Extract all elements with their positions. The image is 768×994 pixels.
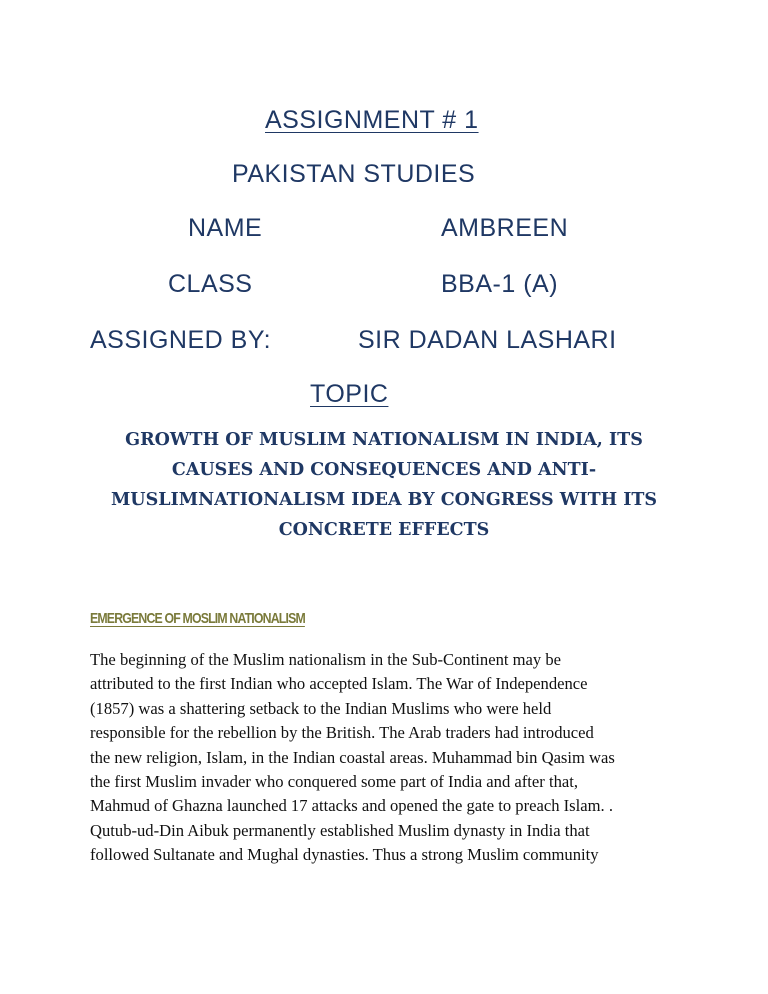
assigned-by-value: SIR DADAN LASHARI — [358, 326, 617, 354]
class-value: BBA-1 (A) — [441, 270, 559, 298]
subject-title: PAKISTAN STUDIES — [232, 160, 476, 188]
assignment-title: ASSIGNMENT # 1 — [265, 106, 479, 134]
name-value: AMBREEN — [441, 214, 569, 242]
paragraph-line: The beginning of the Muslim nationalism in the Sub-Continent may be — [90, 650, 562, 669]
topic-line: CONCRETE EFFECTS — [278, 520, 490, 540]
paragraph-line: responsible for the rebellion by the British. The Arab traders had introduced — [90, 723, 594, 743]
paragraph-line: attributed to the first Indian who accepted Islam. The War of Independence — [90, 674, 588, 694]
name-label: NAME — [188, 214, 263, 242]
paragraph-line: Mahmud of Ghazna launched 17 attacks and opened the gate to preach Islam. . — [90, 796, 613, 816]
paragraph-line: (1857) was a shattering setback to the Indian Muslims who were held — [90, 698, 552, 718]
paragraph-line: the first Muslim invader who conquered some part of India and after that, — [90, 772, 578, 792]
section-heading: EMERGENCE OF MOSLIM NATIONALISM — [90, 610, 305, 627]
paragraph-line: the new religion, Islam, in the Indian coastal areas. Muhammad bin Qasim was — [90, 747, 615, 767]
paragraph-line: Qutub-ud-Din Aibuk permanently established Muslim dynasty in India that — [90, 820, 590, 840]
assigned-by-label: ASSIGNED BY: — [90, 326, 272, 354]
class-label: CLASS — [168, 270, 253, 298]
topic-title — [90, 425, 678, 545]
topic-line: GROWTH OF MUSLIM NATIONALISM IN INDIA, ITS — [125, 430, 643, 450]
topic-line: CAUSES AND CONSEQUENCES AND ANTI- — [171, 460, 597, 480]
topic-label: TOPIC — [310, 380, 389, 408]
body-paragraph — [90, 648, 670, 868]
topic-line: MUSLIMNATIONALISM IDEA BY CONGRESS WITH ITS — [110, 490, 658, 510]
paragraph-line: followed Sultanate and Mughal dynasties. Thus a strong Muslim community — [90, 845, 599, 865]
